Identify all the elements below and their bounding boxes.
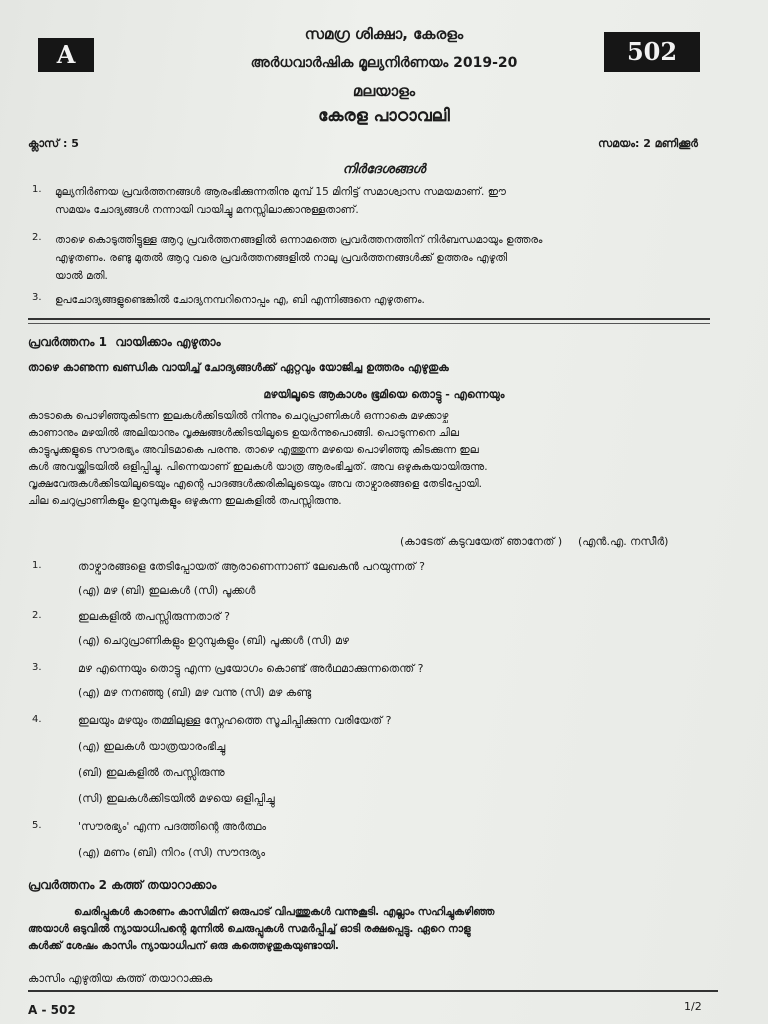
question-number: 1. (32, 560, 42, 571)
question-number: 5. (32, 820, 42, 831)
divider-rule (28, 323, 710, 324)
question-option: (ബി) ഇലകളിൽ തപസ്സിരുന്നു (78, 766, 225, 779)
class-label: ക്ലാസ് : 5 (28, 137, 79, 150)
instruction-number: 1. (32, 184, 42, 195)
passage-line: ചെരിപ്പുകൾ കാരണം കാസിമിന് ഒരുപാട് വിപത്തുകൾ വന്നുകൂടി. എല്ലാം സഹിച്ചുകഴിഞ്ഞ (74, 906, 495, 918)
question-option: (എ) മഴ (ബി) ഇലകൾ (സി) പൂക്കൾ (78, 584, 256, 597)
passage-line: ചില ചെറുപ്രാണികളും ഉറുമ്പുകളും ഒഴുകുന്ന ഇലകളിൽ തപസ്സിരുന്നു. (28, 495, 342, 507)
question-number: 4. (32, 714, 42, 725)
question-text: താഴ്വാരങ്ങളെ തേടിപ്പോയത് ആരാണെന്നാണ് ലേഖകൻ പറയുന്നത് ? (78, 560, 425, 573)
passage-line: കൾക്ക് ശേഷം കാസിം ന്യായാധിപന് ഒരു കത്തെഴുതുകയുണ്ടായി. (28, 940, 339, 952)
instruction-text: മൂല്യനിർണയ പ്രവർത്തനങ്ങൾ ആരംഭിക്കുന്നതിനു മുമ്പ് 15 മിനിട്ട് സമാശ്വാസ സമയമാണ്. ഈ (55, 186, 506, 198)
activity1-heading: പ്രവർത്തനം 1 വായിക്കാം എഴുതാം (28, 335, 221, 349)
divider-rule (28, 990, 718, 992)
header-title: കേരള പാഠാവലി (318, 106, 450, 126)
header-line2: അർധവാർഷിക മൂല്യനിർണയം 2019-20 (250, 55, 518, 71)
instruction-text: എഴുതണം. രണ്ടു മുതൽ ആറു വരെ പ്രവർത്തനങ്ങളിൽ നാലു പ്രവർത്തനങ്ങൾക്ക് ഉത്തരം എഴുതി (55, 252, 508, 264)
question-number: 3. (32, 662, 42, 673)
time-label: സമയം: 2 മണിക്കൂർ (598, 137, 698, 150)
question-text: ഇലകളിൽ തപസ്സിരുന്നതാര് ? (78, 610, 231, 623)
instruction-text: ഉപചോദ്യങ്ങളുണ്ടെങ്കിൽ ചോദ്യനമ്പറിനൊപ്പം എ, ബി എന്നിങ്ങനെ എഴുതണം. (55, 294, 425, 306)
question-text: 'സൗരഭ്യം' എന്ന പദത്തിന്റെ അർത്ഥം (78, 820, 267, 833)
instructions-heading: നിർദേശങ്ങൾ (342, 162, 426, 177)
question-text: ഇലയും മഴയും തമ്മിലുള്ള സ്നേഹത്തെ സൂചിപ്പിക്കുന്ന വരിയേത് ? (78, 714, 392, 727)
paper-code-left: A (38, 38, 94, 72)
instruction-number: 3. (32, 292, 42, 303)
activity2-heading: പ്രവർത്തനം 2 കത്ത് തയാറാക്കാം (28, 878, 217, 892)
question-option: (എ) മഴ നനഞ്ഞു (ബി) മഴ വന്നു (സി) മഴ കണ്ടു (78, 686, 312, 699)
question-option: (എ) മണം (ബി) നിറം (സി) സൗന്ദര്യം (78, 846, 266, 859)
divider-rule (28, 318, 710, 320)
passage-block (28, 408, 718, 510)
passage-title: മഴയിലൂടെ ആകാശം ഭൂമിയെ തൊട്ടു - എന്നെയും (263, 388, 505, 401)
header-subject: മലയാളം (352, 82, 416, 100)
instruction-text: സമയം ചോദ്യങ്ങൾ നന്നായി വായിച്ചു മനസ്സിലാക്കാനുള്ളതാണ്. (55, 204, 359, 216)
footer-page: 1/2 (684, 1000, 702, 1013)
question-text: മഴ എന്നെയും തൊട്ടു എന്ന പ്രയോഗം കൊണ്ട് അർഥമാക്കുന്നതെന്ത് ? (78, 662, 424, 675)
passage-line: കൾ അവയ്ക്കിടയിൽ ഒളിപ്പിച്ചു. പിന്നെയാണ് ഇലകൾ യാത്ര ആരംഭിച്ചത്. അവ ഒഴുകുകയായിരുന്നു. (28, 461, 488, 473)
passage-line: വൃക്ഷവേരുകൾക്കിടയിലൂടെയും എന്റെ പാദങ്ങൾക്കരികിലൂടെയും അവ താഴ്വാരങ്ങളെ തേടിപ്പോയി. (28, 478, 482, 490)
activity1-instruction: താഴെ കാണുന്ന ഖണ്ഡിക വായിച്ച് ചോദ്യങ്ങൾക്ക് ഏറ്റവും യോജിച്ച ഉത്തരം എഴുതുക (28, 361, 449, 374)
question-option: (സി) ഇലകൾക്കിടയിൽ മഴയെ ഒളിപ്പിച്ചു (78, 792, 275, 805)
header-line1: സമഗ്ര ശിക്ഷാ, കേരളം (304, 25, 464, 43)
instruction-text: താഴെ കൊടുത്തിട്ടുള്ള ആറു പ്രവർത്തനങ്ങളിൽ ഒന്നാമത്തെ പ്രവർത്തനത്തിന് നിർബന്ധമായും ഉത്തരം (55, 234, 543, 246)
question-option: (എ) ഇലകൾ യാത്രയാരംഭിച്ചു (78, 740, 226, 753)
activity2-task: കാസിം എഴുതിയ കത്ത് തയാറാക്കുക (28, 972, 213, 985)
paper-code-right: 502 (604, 32, 700, 72)
passage-line: കാണാനും മഴയിൽ അലിയാനും വൃക്ഷങ്ങൾക്കിടയിലൂടെ ഉയർന്നുപൊങ്ങി. പൊടുന്നനെ ചില (28, 427, 459, 439)
passage-line: അയാൾ ഒടുവിൽ ന്യായാധിപന്റെ മുന്നിൽ ചെരുപ്പുകൾ സമർപ്പിച്ച് ഓടി രക്ഷപ്പെട്ടു. ഏറെ നാളു (28, 923, 471, 935)
passage-author: (എൻ.എ. നസീർ) (578, 535, 669, 548)
passage-line: കാട്ടുപൂക്കളുടെ സൗരഭ്യം അവിടമാകെ പരന്നു. താഴെ എത്തുന്ന മഴയെ പൊഴിഞ്ഞു കിടക്കുന്ന ഇല (28, 444, 479, 456)
activity2-passage (28, 904, 728, 955)
instruction-text: യാൽ മതി. (55, 270, 108, 282)
question-number: 2. (32, 610, 42, 621)
instruction-number: 2. (32, 232, 42, 243)
passage-line: കാടാകെ പൊഴിഞ്ഞുകിടന്ന ഇലകൾക്കിടയിൽ നിന്നും ചെറുപ്രാണികൾ ഒന്നാകെ മഴക്കാഴ്ച (28, 410, 449, 422)
passage-source: (കാടേത് കടുവയേത് ഞാനേത് ) (400, 535, 563, 548)
question-option: (എ) ചെറുപ്രാണികളും ഉറുമ്പുകളും (ബി) പൂക്കൾ (സി) മഴ (78, 634, 349, 647)
footer-code: A - 502 (28, 1003, 76, 1017)
